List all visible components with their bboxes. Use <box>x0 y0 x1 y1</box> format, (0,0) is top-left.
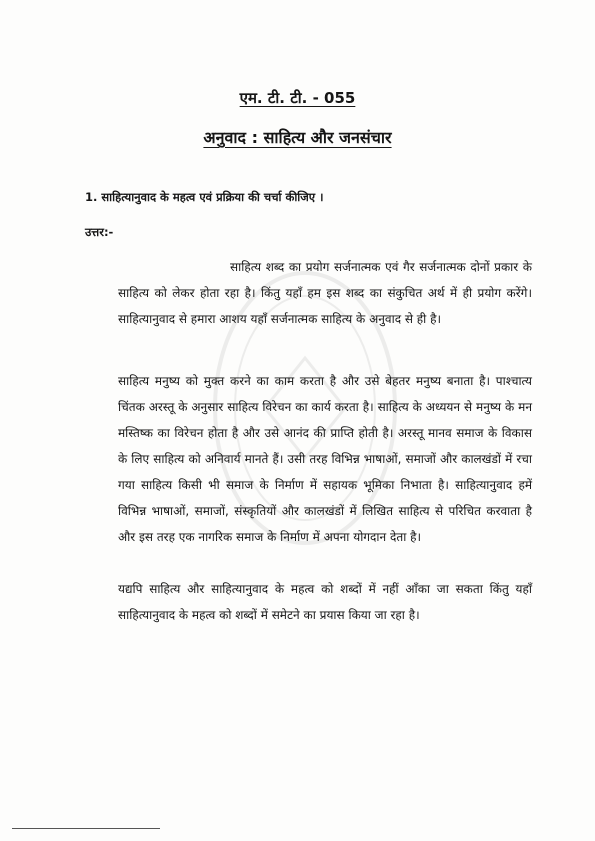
document-code: एम. टी. टी. - 055 <box>239 89 356 107</box>
answer-paragraph: साहित्य मनुष्य को मुक्त करने का काम करता है और उसे बेहतर मनुष्य बनाता है। पाश्चात्य चिंतक अरस्तू के अनुसार साहित्य विरेचन का कार्य करता है। साहित्य के अध्ययन से मनुष्य के मन मस्तिष्क का विरेचन होता है और उसे आनंद की प्राप्ति होती है। अरस्तू मानव समाज के विकास के लिए साहित्य को अनिवार्य मानते हैं। उसी तरह विभिन्न भाषाओं, समाजों और कालखंडों में रचा गया साहित्य किसी भी समाज के निर्माण में सहायक भूमिका निभाता है। साहित्यानुवाद हमें विभिन्न भाषाओं, समाजों, संस्कृतियों और कालखंडों में लिखित साहित्य से परिचित करवाता है और इस तरह एक नागरिक समाज के निर्माण में अपना योगदान देता है। <box>118 374 532 544</box>
document-title: अनुवाद : साहित्य और जनसंचार <box>203 128 392 147</box>
answer-paragraph: साहित्य शब्द का प्रयोग सर्जनात्मक एवं गैर सर्जनात्मक दोनों प्रकार के साहित्य को लेकर होता रहा है। किंतु यहाँ हम इस शब्द का संकुचित अर्थ में ही प्रयोग करेंगे। साहित्यानुवाद से हमारा आशय यहाँ सर्जनात्मक साहित्य के अनुवाद से ही है। <box>118 260 532 326</box>
answer-label: उत्तर:- <box>85 225 114 239</box>
question-text: 1. साहित्यानुवाद के महत्व एवं प्रक्रिया की चर्चा कीजिए । <box>85 190 324 204</box>
answer-paragraph: यद्यपि साहित्य और साहित्यानुवाद के महत्व को शब्दों में नहीं आँका जा सकता किंतु यहाँ साहित्यानुवाद के महत्व को शब्दों में समेटने का प्रयास किया जा रहा है। <box>118 582 532 622</box>
footer-divider <box>12 828 160 829</box>
